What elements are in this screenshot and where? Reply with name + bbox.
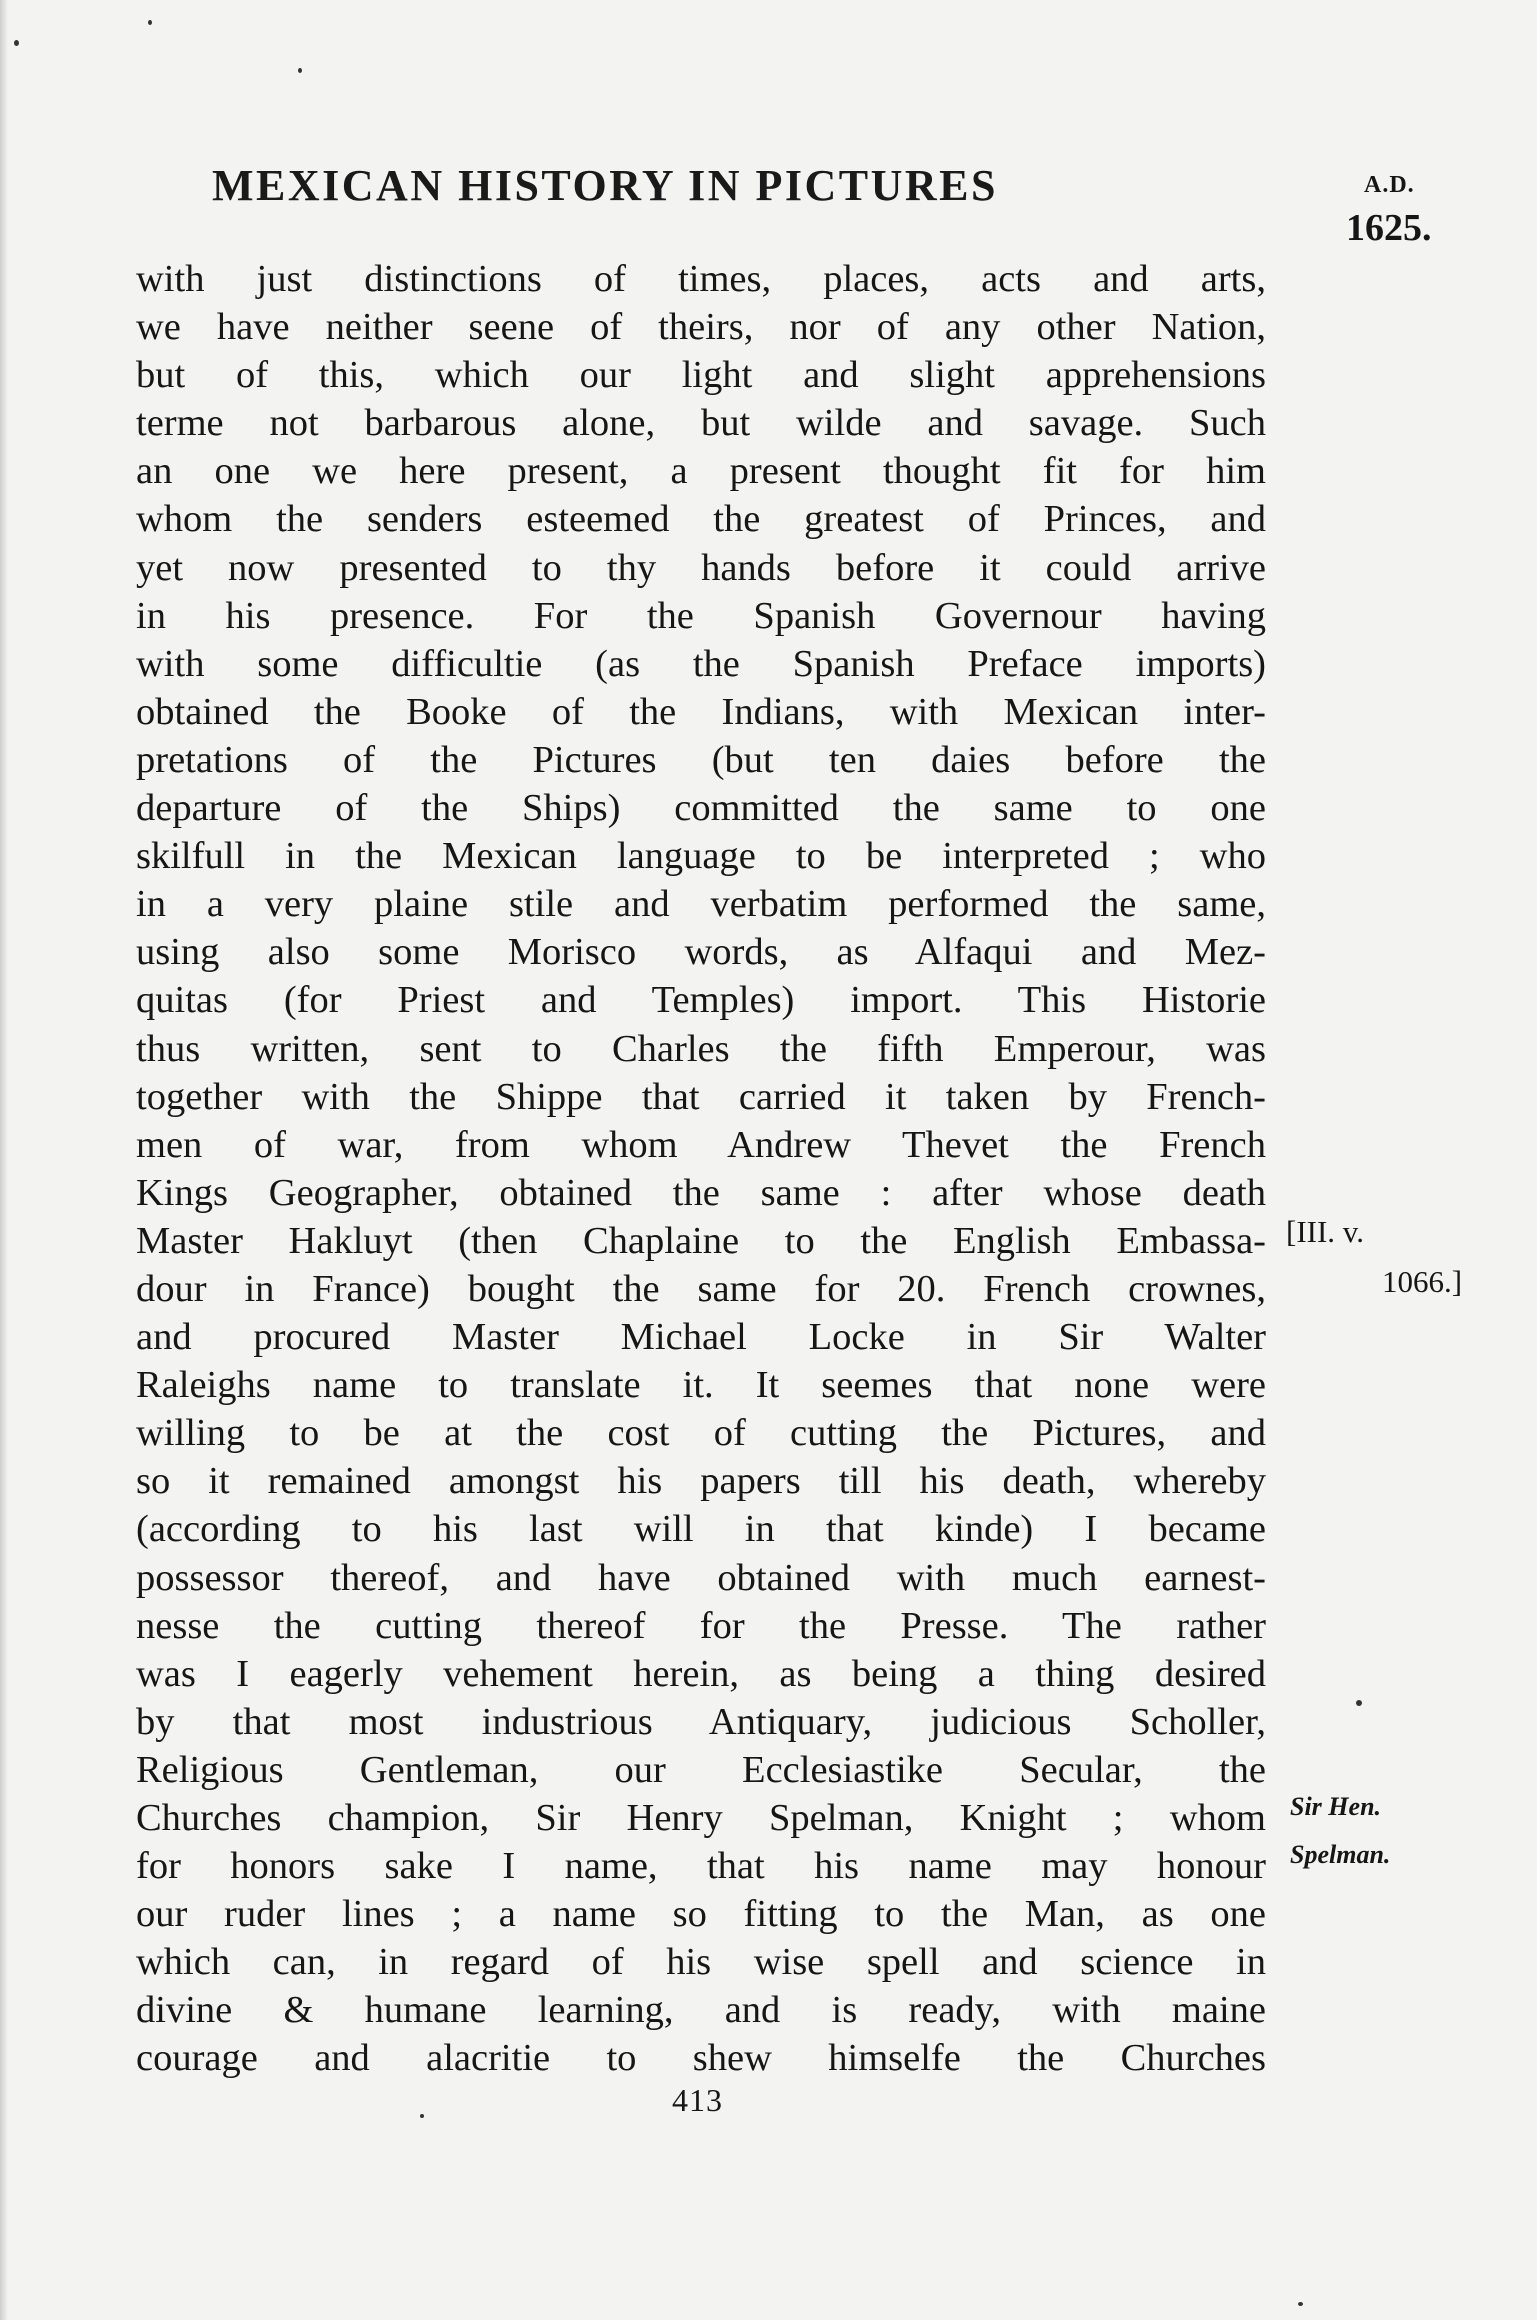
- text-line: and procured Master Michael Locke in Sir Walter: [136, 1316, 1266, 1359]
- print-speck: [1298, 2302, 1303, 2306]
- text-line: using also some Morisco words, as Alfaqui and Mez-: [136, 931, 1266, 974]
- print-speck: [148, 20, 152, 25]
- text-line: with just distinctions of times, places, acts and arts,: [136, 258, 1266, 300]
- text-line: which can, in regard of his wise spell and science in: [136, 1941, 1266, 1984]
- text-line: our ruder lines ; a name so fitting to the Man, as one: [136, 1893, 1266, 1936]
- text-line: dour in France) bought the same for 20. French crownes,: [136, 1267, 1266, 1310]
- text-line: in a very plaine stile and verbatim performed the same,: [136, 883, 1266, 926]
- print-speck: [1356, 1700, 1362, 1706]
- text-line: (according to his last will in that kinde) I became: [136, 1508, 1266, 1551]
- text-line: yet now presented to thy hands before it could arrive: [136, 546, 1266, 589]
- text-line: departure of the Ships) committed the same to one: [136, 787, 1266, 830]
- text-line: divine & humane learning, and is ready, with maine: [136, 1989, 1266, 2032]
- text-line: men of war, from whom Andrew Thevet the French: [136, 1123, 1266, 1166]
- text-line: so it remained amongst his papers till his death, whereby: [136, 1460, 1266, 1503]
- text-line: by that most industrious Antiquary, judicious Scholler,: [136, 1700, 1266, 1743]
- text-line: obtained the Booke of the Indians, with Mexican inter-: [136, 690, 1266, 733]
- text-line: was I eagerly vehement herein, as being a thing desired: [136, 1652, 1266, 1695]
- text-line: skilfull in the Mexican language to be interpreted ; who: [136, 835, 1266, 878]
- text-line: Religious Gentleman, our Ecclesiastike Secular, the: [136, 1748, 1266, 1791]
- text-line: Kings Geographer, obtained the same : after whose death: [136, 1171, 1266, 1214]
- margin-note-surname: Spelman.: [1290, 1840, 1391, 1869]
- text-line: an one we here present, a present thought fit for him: [136, 450, 1266, 493]
- text-line: courage and alacritie to shew himselfe the Churches: [136, 2037, 1266, 2080]
- text-line: whom the senders esteemed the greatest of Princes, and: [136, 498, 1266, 541]
- page-number: 413: [672, 2082, 723, 2118]
- running-title: MEXICAN HISTORY IN PICTURES: [212, 161, 998, 210]
- margin-era: A.D.: [1364, 172, 1415, 198]
- margin-year: 1625.: [1346, 207, 1432, 249]
- text-line: Churches champion, Sir Henry Spelman, Knight ; whom: [136, 1797, 1266, 1839]
- text-line: thus written, sent to Charles the fifth Emperour, was: [136, 1027, 1266, 1070]
- text-line: Raleighs name to translate it. It seemes that none were: [136, 1364, 1266, 1407]
- body-text: [136, 255, 1266, 2083]
- print-speck: [298, 68, 302, 73]
- text-line: possessor thereof, and have obtained with much earnest-: [136, 1556, 1266, 1599]
- margin-reference-page: 1066.]: [1382, 1264, 1463, 1299]
- text-line: quitas (for Priest and Temples) import. This Historie: [136, 979, 1266, 1022]
- text-line: with some difficultie (as the Spanish Preface imports): [136, 642, 1266, 685]
- print-speck: [420, 2114, 424, 2118]
- text-line: pretations of the Pictures (but ten daies before the: [136, 738, 1266, 781]
- margin-reference-volume: [III. v.: [1286, 1214, 1365, 1249]
- page-left-edge: [0, 0, 8, 2320]
- text-line: in his presence. For the Spanish Governour having: [136, 594, 1266, 637]
- text-line: together with the Shippe that carried it taken by French-: [136, 1075, 1266, 1118]
- text-line: terme not barbarous alone, but wilde and savage. Such: [136, 402, 1266, 445]
- text-line: willing to be at the cost of cutting the Pictures, and: [136, 1412, 1266, 1455]
- print-speck: [14, 40, 19, 46]
- text-line: for honors sake I name, that his name may honour: [136, 1845, 1266, 1888]
- margin-note-name: Sir Hen.: [1290, 1792, 1382, 1821]
- text-line: nesse the cutting thereof for the Presse. The rather: [136, 1604, 1266, 1647]
- text-line: Master Hakluyt (then Chaplaine to the English Embassa-: [136, 1219, 1266, 1262]
- text-line: but of this, which our light and slight apprehensions: [136, 354, 1266, 397]
- text-line: we have neither seene of theirs, nor of any other Nation,: [136, 306, 1266, 349]
